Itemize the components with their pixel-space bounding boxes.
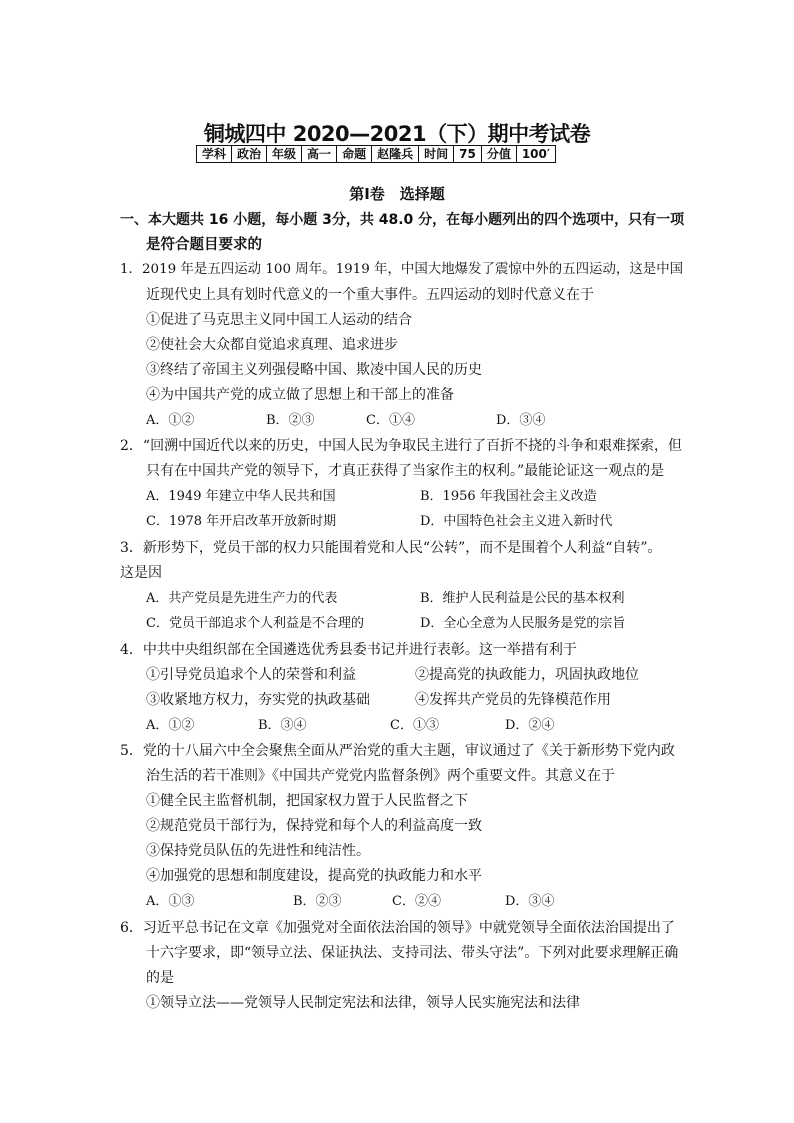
q5-statement: ④加强党的思想和制度建设，提高党的执政能力和水平: [146, 868, 482, 884]
exam-info-table: [196, 145, 556, 163]
q1-stem: 1．2019 年是五四运动 100 周年。1919 年，中国大地爆发了震惊中外的五四运动，这是中国: [120, 262, 684, 277]
q1-option-b: B．②③: [266, 413, 315, 428]
q5-statement: ③保持党员队伍的先进性和纯洁性。: [146, 843, 370, 859]
q3-option-c: C．党员干部追求个人利益是不合理的: [146, 616, 364, 631]
q4-option-c: C．①③: [390, 718, 439, 733]
exam-title: 铜城四中 2020—2021（下）期中考试卷: [203, 122, 591, 146]
q3-stem: 3．新形势下，党员干部的权力只能围着党和人民“公转”，而不是围着个人利益“自转”。: [120, 540, 662, 556]
info-cell: 学科: [197, 146, 232, 163]
q5-statement: ②规范党员干部行为，保持党和每个人的利益高度一致: [146, 818, 482, 834]
q5-statement: ①健全民主监督机制，把国家权力置于人民监督之下: [146, 793, 468, 809]
q5-option-c: C．②④: [392, 894, 441, 909]
info-cell: 赵隆兵: [372, 146, 419, 163]
q4-stem: 4．中共中央组织部在全国遴选优秀县委书记并进行表彰。这一举措有利于: [120, 642, 577, 658]
q4-statement: ②提高党的执政能力，巩固执政地位: [415, 667, 639, 683]
q1-stem: 近现代史上具有划时代意义的一个重大事件。五四运动的划时代意义在于: [146, 287, 594, 303]
q2-option-b: B．1956 年我国社会主义改造: [420, 489, 597, 504]
info-cell: 命题: [337, 146, 372, 163]
q3-stem: 这是因: [120, 565, 162, 581]
q4-option-a: A．①②: [146, 718, 195, 733]
q1-statement: ③终结了帝国主义列强侵略中国、欺凌中国人民的历史: [146, 362, 482, 378]
q4-statement: ④发挥共产党员的先锋模范作用: [415, 692, 611, 708]
section-title: 第Ⅰ卷 选择题: [349, 185, 445, 203]
q3-option-a: A．共产党员是先进生产力的代表: [146, 591, 338, 606]
q2-option-a: A．1949 年建立中华人民共和国: [146, 489, 336, 504]
q1-option-a: A．①②: [146, 413, 195, 428]
q1-statement: ②使社会大众都自觉追求真理、追求进步: [146, 337, 398, 353]
info-cell: 分值: [481, 146, 516, 163]
q2-option-c: C．1978 年开启改革开放新时期: [146, 514, 337, 529]
q6-stem: 的是: [146, 970, 174, 986]
q6-statement: ①领导立法——党领导人民制定宪法和法律，领导人民实施宪法和法律: [146, 995, 580, 1011]
q1-statement: ④为中国共产党的成立做了思想上和干部上的准备: [146, 387, 454, 403]
q4-option-d: D．②④: [505, 718, 555, 733]
q4-statement: ③收紧地方权力，夯实党的执政基础: [146, 692, 370, 708]
q2-option-d: D．中国特色社会主义进入新时代: [420, 514, 613, 529]
q6-stem: 6．习近平总书记在文章《加强党对全面依法治国的领导》中就党领导全面依法治国提出了: [120, 920, 675, 936]
info-cell: 100′: [516, 146, 555, 163]
q1-option-c: C．①④: [366, 413, 415, 428]
info-cell: 年级: [267, 146, 302, 163]
q6-stem: 十六字要求，即“领导立法、保证执法、支持司法、带头守法”。下列对此要求理解正确: [146, 945, 679, 961]
instructions-line: 是符合题目要求的: [146, 237, 262, 253]
q1-statement: ①促进了马克思主义同中国工人运动的结合: [146, 312, 412, 328]
q5-stem: 5．党的十八届六中全会聚焦全面从严治党的重大主题，审议通过了《关于新形势下党内政: [120, 743, 675, 759]
instructions-line: 一、本大题共 16 小题，每小题 3分，共 48.0 分，在每小题列出的四个选项中，只有一项: [120, 212, 685, 228]
q3-option-d: D．全心全意为人民服务是党的宗旨: [420, 616, 626, 631]
q1-option-d: D．③④: [496, 413, 546, 428]
exam-info-row: [197, 146, 556, 163]
q5-option-d: D．③④: [505, 894, 555, 909]
info-cell: 高一: [302, 146, 337, 163]
q5-stem: 治生活的若干准则》《中国共产党党内监督条例》两个重要文件。其意义在于: [146, 768, 615, 784]
info-cell: 75: [454, 146, 482, 163]
q5-option-a: A．①③: [146, 894, 195, 909]
q2-stem: 只有在中国共产党的领导下，才真正获得了当家作主的权利。”最能论证这一观点的是: [146, 463, 665, 479]
q5-option-b: B．②③: [293, 894, 342, 909]
q2-stem: 2．“回溯中国近代以来的历史，中国人民为争取民主进行了百折不挠的斗争和艰难探索，但: [120, 438, 683, 454]
q4-option-b: B．③④: [258, 718, 307, 733]
info-cell: 政治: [232, 146, 267, 163]
q3-option-b: B．维护人民利益是公民的基本权利: [420, 591, 625, 606]
info-cell: 时间: [419, 146, 454, 163]
q4-statement: ①引导党员追求个人的荣誉和利益: [146, 667, 356, 683]
